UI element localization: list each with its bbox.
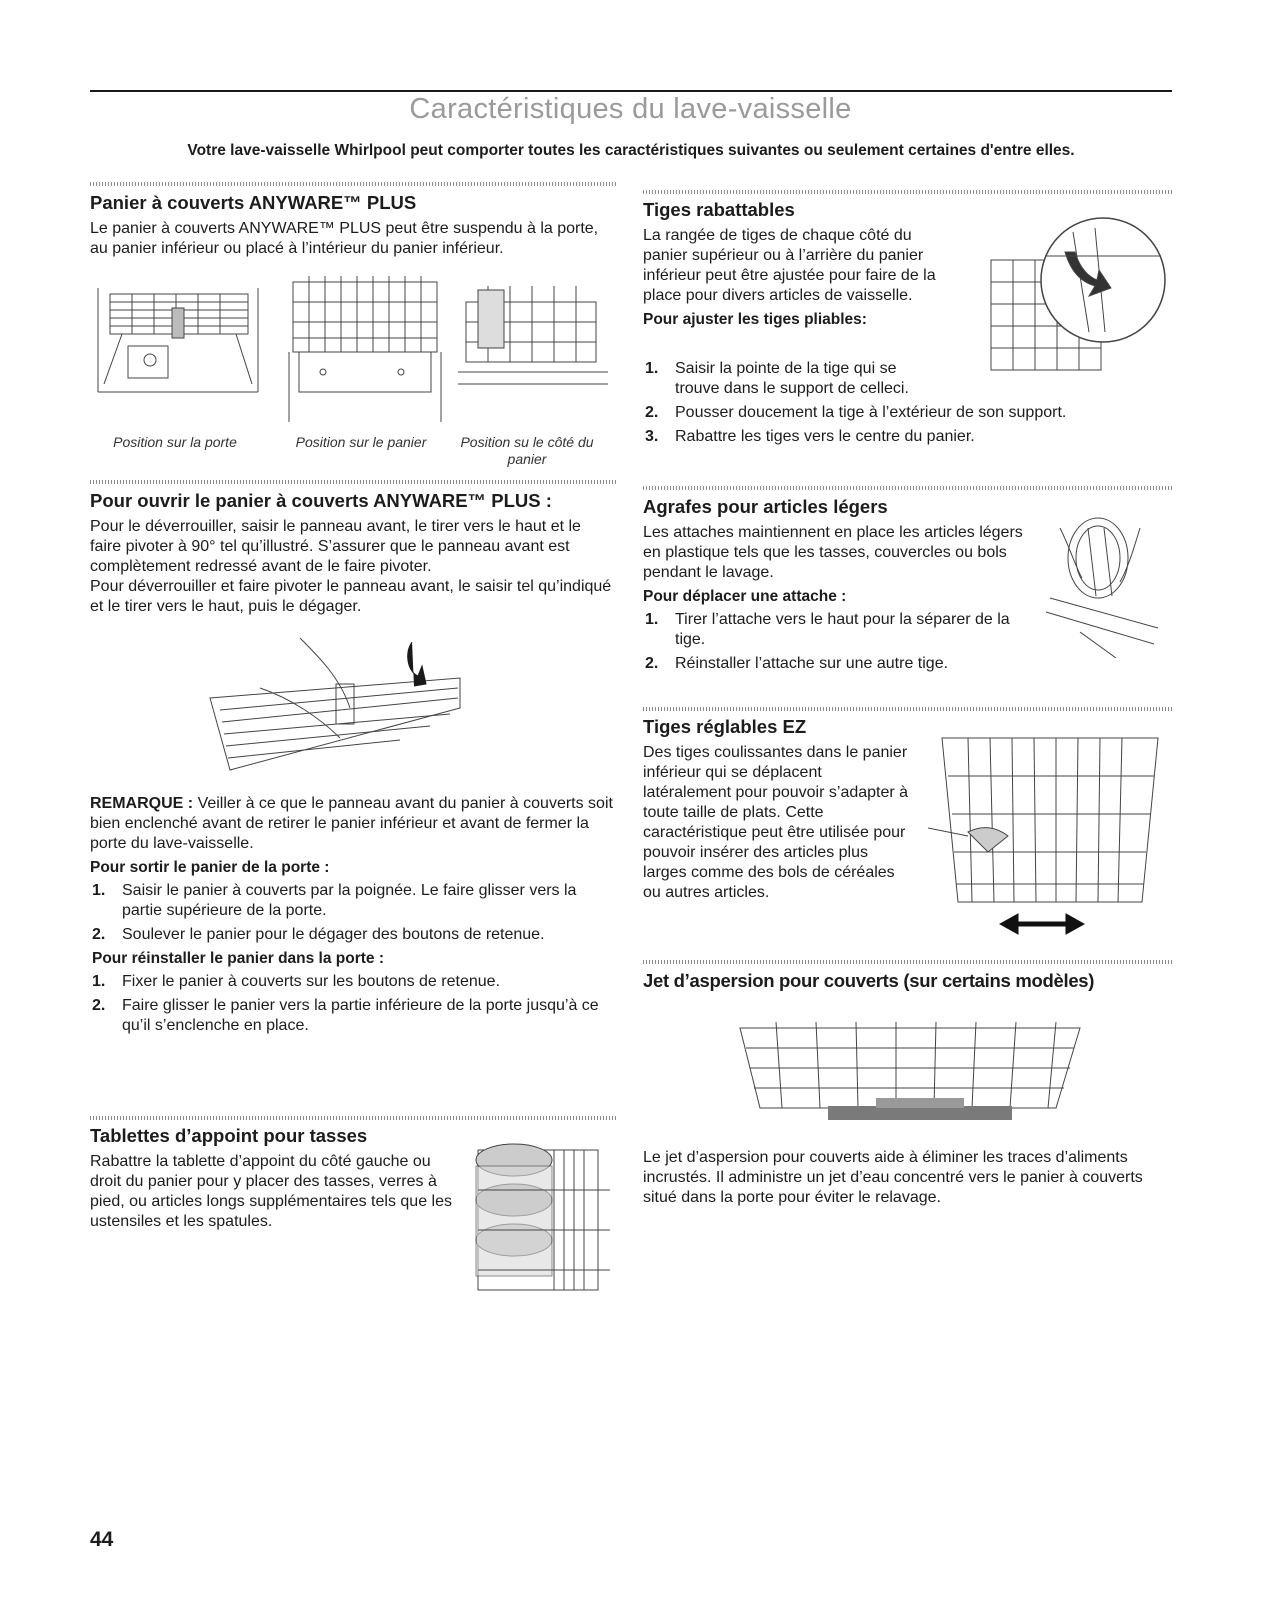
agrafes-steps <box>643 610 1023 674</box>
page-subtitle: Votre lave-vaisselle Whirlpool peut comporter toutes les caractéristiques suivantes ou seulement certaines d'entre elles. <box>187 142 1075 159</box>
cup-shelf-figure <box>464 1130 612 1298</box>
page-number: 44 <box>90 1528 114 1551</box>
spray-bar <box>828 1106 1012 1120</box>
section-remarque <box>90 794 616 1040</box>
ez-tines-figure <box>928 724 1172 944</box>
list-item: 3. Rabattre les tiges vers le centre du panier. <box>645 428 975 445</box>
clip-figure <box>1040 508 1164 658</box>
list-item: 1. Fixer le panier à couverts sur les boutons de retenue. <box>92 973 500 990</box>
section-heading: Agrafes pour articles légers <box>643 496 888 517</box>
sub-heading: Pour réinstaller le panier dans la porte : <box>92 950 385 967</box>
section-body: Rabattre la tablette d’appoint du côté gauche ou droit du panier pour y placer des tasses, verres à pied, ou articles longs supplémentaires tels que les ustensiles et les spatules. <box>90 1153 452 1230</box>
fold-tines-figure <box>985 212 1171 398</box>
section-body: Le panier à couverts ANYWARE™ PLUS peut être suspendu à la porte, au panier inférieur ou placé à l’intérieur du panier inférieur. <box>90 220 599 257</box>
spray-nozzle <box>876 1098 964 1108</box>
list-item: 2. Réinstaller l’attache sur une autre tige. <box>645 655 949 672</box>
section-heading: Tiges rabattables <box>643 199 795 220</box>
section-body: Des tiges coulissantes dans le panier inférieur qui se déplacent latéralement pour pouvoir s’adapter à toute taille de plats. Cette caractéristique peut être utilisée pour pouvoir insérer des articles plus larges comme des bols de céréales ou autres articles. <box>643 744 909 901</box>
section-jet <box>643 969 1172 993</box>
top-rule <box>90 90 1172 92</box>
sub-heading: Pour sortir le panier de la porte : <box>90 859 330 876</box>
section-heading: Pour ouvrir le panier à couverts ANYWARE™ PLUS : <box>90 490 552 511</box>
section-agrafes <box>643 495 1023 678</box>
section-heading: Panier à couverts ANYWARE™ PLUS <box>90 192 417 213</box>
basket-side-position-figure <box>458 272 610 398</box>
section-heading: Tablettes d’appoint pour tasses <box>90 1125 368 1146</box>
list-item: 1. Tirer l’attache vers le haut pour la séparer de la tige. <box>645 611 1010 648</box>
basket-unlock-figure <box>200 618 470 778</box>
list-item: 1. Saisir la pointe de la tige qui se trouve dans le support de celleci. <box>645 360 909 397</box>
section-body: Le jet d’aspersion pour couverts aide à éliminer les traces d’aliments incrustés. Il administre un jet d’eau concentré vers le panier à couverts situé dans la porte pour éviter le relavage. <box>643 1149 1143 1206</box>
spray-jet-figure <box>736 1018 1084 1128</box>
section-jet-body <box>643 1148 1172 1208</box>
section-body: Les attaches maintiennent en place les articles légers en plastique tels que les tasses, couvercles ou bols pendant le lavage. <box>643 524 1023 581</box>
section-tiges-rabattables <box>643 198 943 330</box>
section-divider <box>643 960 1172 964</box>
remarque-label: REMARQUE : <box>90 795 194 812</box>
section-divider <box>643 707 1172 711</box>
section-body: La rangée de tiges de chaque côté du panier supérieur ou à l’arrière du panier inférieur peut être ajustée pour faire de la place pour divers articles de vaisselle. <box>643 227 936 304</box>
list-item: 2. Soulever le panier pour le dégager des boutons de retenue. <box>92 926 545 943</box>
section-body: Pour le déverrouiller, saisir le panneau avant, le tirer vers le haut et le faire pivoter à 90° tel qu’illustré. S’assurer que le panneau avant est complètement redressé avant de le faire pivoter. <box>90 518 581 575</box>
figure-caption: Position sur le panier <box>295 434 427 450</box>
section-anyware <box>90 191 616 259</box>
section-divider <box>643 190 1172 194</box>
sortir-steps <box>90 881 616 945</box>
section-divider <box>643 486 1172 490</box>
section-tablettes <box>90 1124 460 1232</box>
sub-heading: Pour ajuster les tiges pliables: <box>643 311 867 328</box>
sub-heading: Pour déplacer une attache : <box>643 588 847 605</box>
list-item: 1. Saisir le panier à couverts par la poignée. Le faire glisser vers la partie supérieure de la porte. <box>92 882 577 919</box>
list-item: 2. Pousser doucement la tige à l’extérieur de son support. <box>645 404 1067 421</box>
remarque-text <box>90 794 616 854</box>
section-divider <box>90 1116 616 1120</box>
section-heading: Jet d’aspersion pour couverts (sur certains modèles) <box>643 970 1095 991</box>
remarque-body: Veiller à ce que le panneau avant du panier à couverts soit bien enclenché avant de retirer le panier inférieur et avant de fermer la porte du lave-vaisselle. <box>90 795 613 852</box>
basket-rack-position-figure <box>283 272 447 440</box>
section-heading: Tiges réglables EZ <box>643 716 807 737</box>
basket-door-position-figure <box>92 272 264 442</box>
reinstaller-steps <box>90 972 616 1036</box>
section-body: Pour déverrouiller et faire pivoter le panneau avant, le saisir tel qu’indiqué et le tirer vers le haut, puis le dégager. <box>90 578 612 615</box>
list-item: 2. Faire glisser le panier vers la partie inférieure de la porte jusqu’à ce qu’il s’enclenche en place. <box>92 997 599 1034</box>
figure-caption: Position su le côté du panier <box>460 434 594 467</box>
section-ouvrir <box>90 489 616 617</box>
figure-caption: Position sur la porte <box>113 434 237 450</box>
page-title: Caractéristiques du lave-vaisselle <box>409 93 852 125</box>
section-tiges-ez <box>643 715 913 903</box>
section-divider <box>90 480 616 484</box>
section-divider <box>90 182 616 186</box>
